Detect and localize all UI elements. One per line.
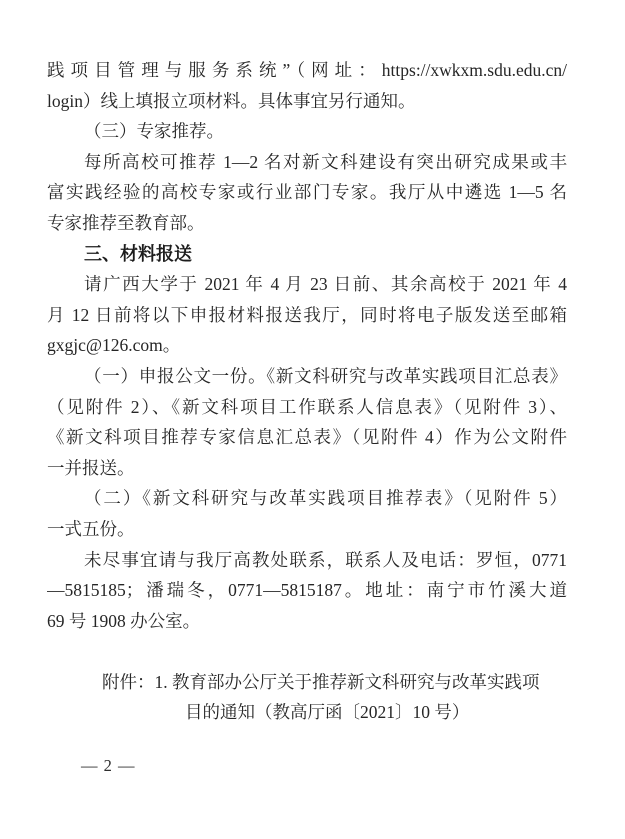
doc-line-recommend-2: 富实践经验的高校专家或行业部门专家。我厅从中遴选 1—5 名 xyxy=(47,182,567,203)
doc-line-item1-4: 一并报送。 xyxy=(47,457,135,478)
doc-line-item2-2: 一式五份。 xyxy=(47,518,135,539)
blank-line-spacer xyxy=(47,636,567,667)
doc-line-contact-3: 69 号 1908 办公室。 xyxy=(47,610,201,631)
doc-line-item2-1: （二）《新文科研究与改革实践项目推荐表》（见附件 5） xyxy=(84,488,567,509)
section-heading-material-submission: 三、材料报送 xyxy=(84,243,192,264)
page-number: — 2 — xyxy=(81,756,136,776)
doc-line-deadline-1: 请广西大学于 2021 年 4 月 23 日前、其余高校于 2021 年 4 xyxy=(84,274,567,295)
doc-line-expert-subhead: （三）专家推荐。 xyxy=(84,121,224,142)
doc-line-url-continuation: 践项目管理与服务系统”（网址：https://xwkxm.sdu.edu.cn/ xyxy=(47,60,567,80)
doc-line-recommend-1: 每所高校可推荐 1—2 名对新文科建设有突出研究成果或丰 xyxy=(84,151,567,172)
doc-line-item1-3: 《新文科项目推荐专家信息汇总表》（见附件 4）作为公文附件 xyxy=(47,427,567,448)
doc-line-recommend-3: 专家推荐至教育部。 xyxy=(47,212,205,233)
attachment-list-line-2: 目的通知（教高厅函〔2021〕10 号） xyxy=(185,702,470,723)
doc-line-deadline-2: 月 12 日前将以下申报材料报送我厅，同时将电子版发送至邮箱 xyxy=(47,304,567,325)
doc-line-item1-1: （一）申报公文一份。《新文科研究与改革实践项目汇总表》 xyxy=(84,365,567,386)
doc-line-contact-2: —5815185；潘瑞冬，0771—5815187。地址：南宁市竹溪大道 xyxy=(47,580,567,601)
doc-line-login-notice: login）线上填报立项材料。具体事宜另行通知。 xyxy=(47,90,416,111)
doc-line-email: gxgjc@126.com。 xyxy=(47,335,181,356)
doc-line-contact-1: 未尽事宜请与我厅高教处联系，联系人及电话：罗恒，0771 xyxy=(84,549,567,570)
doc-line-item1-2: （见附件 2）、《新文科项目工作联系人信息表》（见附件 3）、 xyxy=(47,396,567,417)
attachment-list-line-1: 附件：1. 教育部办公厅关于推荐新文科研究与改革实践项 xyxy=(102,671,540,692)
